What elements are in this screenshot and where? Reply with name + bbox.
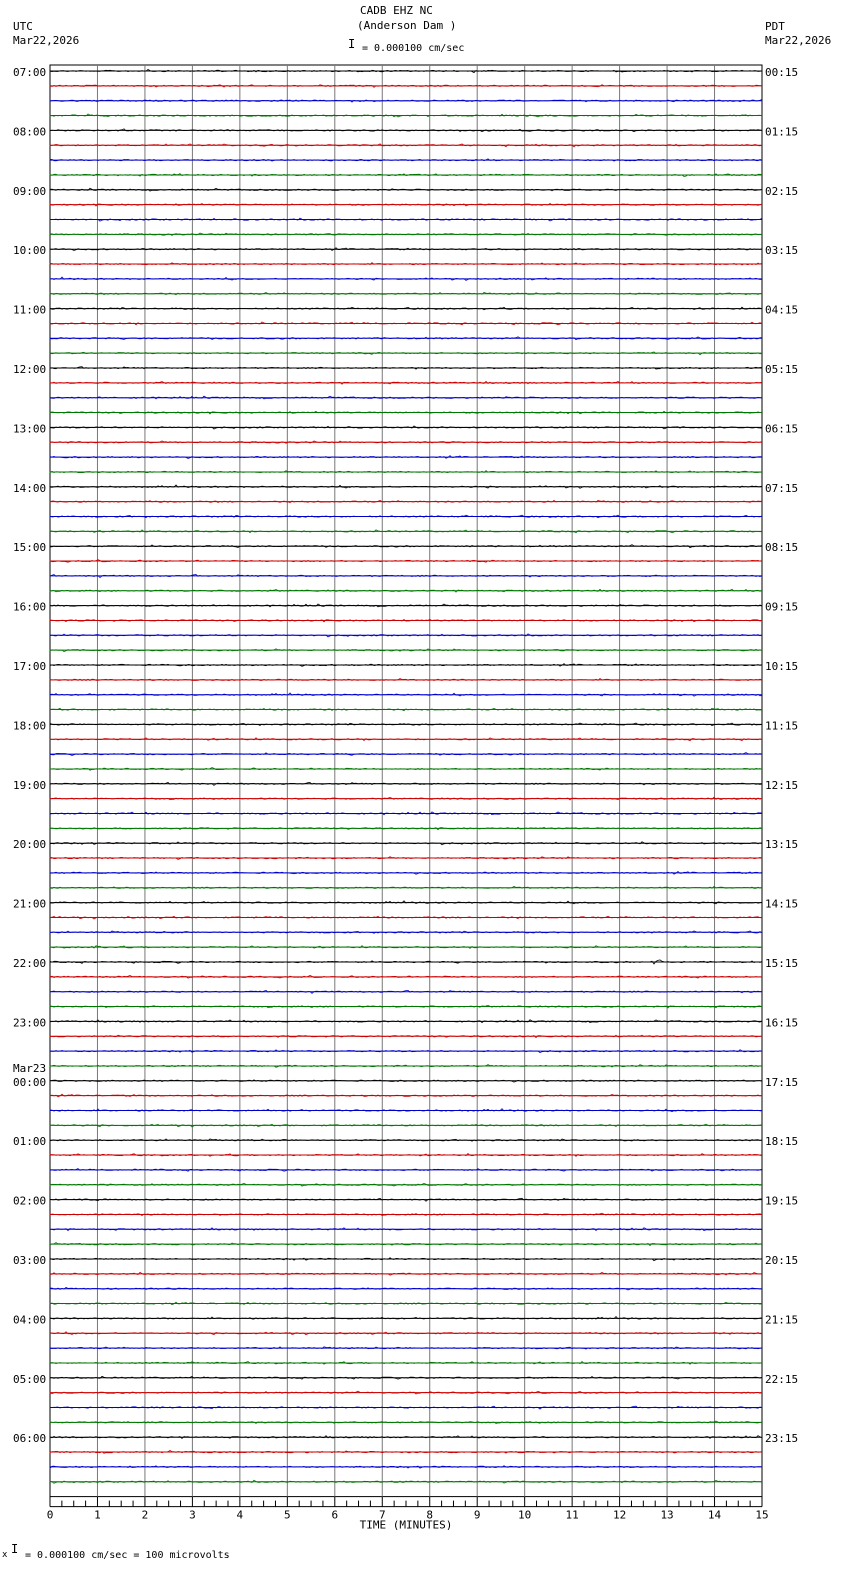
seismogram-trace <box>50 723 762 726</box>
seismogram-trace <box>50 738 762 741</box>
pdt-hour-label: 06:15 <box>765 422 799 436</box>
pdt-hour-label: 03:15 <box>765 244 799 258</box>
seismogram-trace <box>50 753 762 756</box>
pdt-hour-label: 17:15 <box>765 1075 799 1089</box>
left-date: Mar22,2026 <box>13 34 80 47</box>
pdt-hour-label: 11:15 <box>765 719 799 733</box>
utc-hour-label: 04:00 <box>13 1313 47 1327</box>
utc-hour-label: 06:00 <box>13 1432 47 1446</box>
footer-scale-bar-icon: I <box>11 1542 19 1556</box>
pdt-hour-label: 05:15 <box>765 363 799 376</box>
seismogram-trace <box>50 441 762 443</box>
date-change-label: Mar23 <box>13 1061 47 1075</box>
right-date: Mar22,2026 <box>765 34 832 47</box>
pdt-hour-label: 15:15 <box>765 957 799 970</box>
seismogram-trace <box>50 619 762 621</box>
pdt-hour-label: 07:15 <box>765 481 799 495</box>
pdt-hour-label: 10:15 <box>765 660 799 673</box>
seismogram-trace <box>50 1183 762 1186</box>
seismogram-trace <box>50 1154 762 1157</box>
x-tick-label: 11 <box>565 1508 579 1522</box>
seismogram-trace <box>50 1421 762 1423</box>
pdt-hour-label: 23:15 <box>765 1432 799 1446</box>
utc-hour-label: 10:00 <box>13 244 47 258</box>
x-tick-label: 1 <box>94 1508 101 1522</box>
seismogram-trace <box>50 456 762 459</box>
utc-hour-label: 20:00 <box>13 838 47 852</box>
utc-hour-label: 01:00 <box>13 1135 47 1149</box>
pdt-hour-label: 14:15 <box>765 897 799 911</box>
utc-hour-label: 14:00 <box>13 481 47 495</box>
utc-hour-label: 12:00 <box>13 363 47 376</box>
scale-bar-icon: I <box>348 37 356 51</box>
utc-hour-label: 00:00 <box>13 1075 47 1089</box>
station-location: (Anderson Dam ) <box>357 19 457 32</box>
seismogram-trace <box>50 70 762 73</box>
pdt-hour-label: 04:15 <box>765 303 799 317</box>
seismogram-trace <box>50 649 762 652</box>
seismogram-trace <box>50 1080 762 1082</box>
pdt-hour-label: 08:15 <box>765 541 799 555</box>
pdt-hour-label: 20:15 <box>765 1254 799 1267</box>
utc-hour-label: 18:00 <box>13 719 47 733</box>
x-tick-label: 9 <box>473 1508 481 1522</box>
x-tick-label: 14 <box>707 1508 722 1522</box>
seismogram-trace <box>50 248 762 251</box>
footer-marker: x <box>2 1550 8 1560</box>
utc-hour-label: 07:00 <box>13 66 47 79</box>
x-tick-label: 4 <box>236 1508 244 1522</box>
utc-hour-label: 15:00 <box>13 541 47 555</box>
pdt-hour-label: 09:15 <box>765 600 799 614</box>
x-tick-label: 6 <box>331 1508 339 1522</box>
utc-hour-label: 05:00 <box>13 1372 47 1386</box>
pdt-hour-label: 13:15 <box>765 838 799 852</box>
seismogram-trace <box>50 1451 762 1454</box>
seismogram-trace <box>50 664 762 667</box>
seismogram-trace <box>50 1228 762 1231</box>
seismogram-trace <box>50 768 762 771</box>
x-tick-label: 0 <box>46 1508 54 1522</box>
seismogram-trace <box>50 1288 762 1291</box>
utc-hour-label: 16:00 <box>13 600 47 614</box>
seismogram-trace <box>50 1050 762 1053</box>
pdt-hour-label: 16:15 <box>765 1016 799 1030</box>
seismogram-trace <box>50 916 762 919</box>
utc-hour-label: 03:00 <box>13 1254 47 1267</box>
utc-hour-label: 08:00 <box>13 125 47 139</box>
seismogram-trace <box>50 485 762 488</box>
x-tick-label: 10 <box>518 1508 532 1522</box>
seismogram-trace <box>50 100 762 103</box>
x-tick-label: 15 <box>755 1508 769 1522</box>
seismogram-trace <box>50 1169 762 1172</box>
utc-hour-label: 19:00 <box>13 778 47 792</box>
pdt-hour-label: 01:15 <box>765 125 799 139</box>
pdt-hour-label: 18:15 <box>765 1135 799 1149</box>
utc-hour-label: 11:00 <box>13 303 47 317</box>
utc-hour-label: 22:00 <box>13 957 47 970</box>
utc-hour-label: 09:00 <box>13 184 47 198</box>
left-timezone: UTC <box>13 20 33 33</box>
x-tick-label: 13 <box>660 1508 674 1522</box>
x-tick-label: 12 <box>612 1508 627 1522</box>
right-timezone: PDT <box>765 20 785 33</box>
pdt-hour-label: 21:15 <box>765 1313 799 1327</box>
pdt-hour-label: 12:15 <box>765 778 799 792</box>
x-tick-label: 3 <box>189 1508 196 1522</box>
utc-hour-label: 02:00 <box>13 1194 47 1208</box>
x-tick-label: 2 <box>141 1508 149 1522</box>
pdt-hour-label: 19:15 <box>765 1194 799 1208</box>
x-tick-label: 5 <box>284 1508 291 1522</box>
x-tick-label: 8 <box>426 1508 434 1522</box>
seismogram-trace <box>50 500 762 502</box>
pdt-hour-label: 22:15 <box>765 1372 799 1386</box>
station-title: CADB EHZ NC <box>360 4 433 17</box>
pdt-hour-label: 00:15 <box>765 66 799 79</box>
seismogram-trace <box>50 114 762 117</box>
utc-hour-label: 23:00 <box>13 1016 47 1030</box>
pdt-hour-label: 02:15 <box>765 184 799 198</box>
scale-label: = 0.000100 cm/sec <box>362 43 465 54</box>
seismogram-trace <box>50 426 762 429</box>
x-tick-label: 7 <box>378 1508 386 1522</box>
seismogram-trace <box>50 293 762 295</box>
x-axis-label: TIME (MINUTES) <box>359 1518 453 1532</box>
footer-scale-label: = 0.000100 cm/sec = 100 microvolts <box>25 1550 230 1561</box>
utc-hour-label: 13:00 <box>13 422 47 436</box>
utc-hour-label: 21:00 <box>13 897 47 911</box>
utc-hour-label: 17:00 <box>13 660 47 673</box>
